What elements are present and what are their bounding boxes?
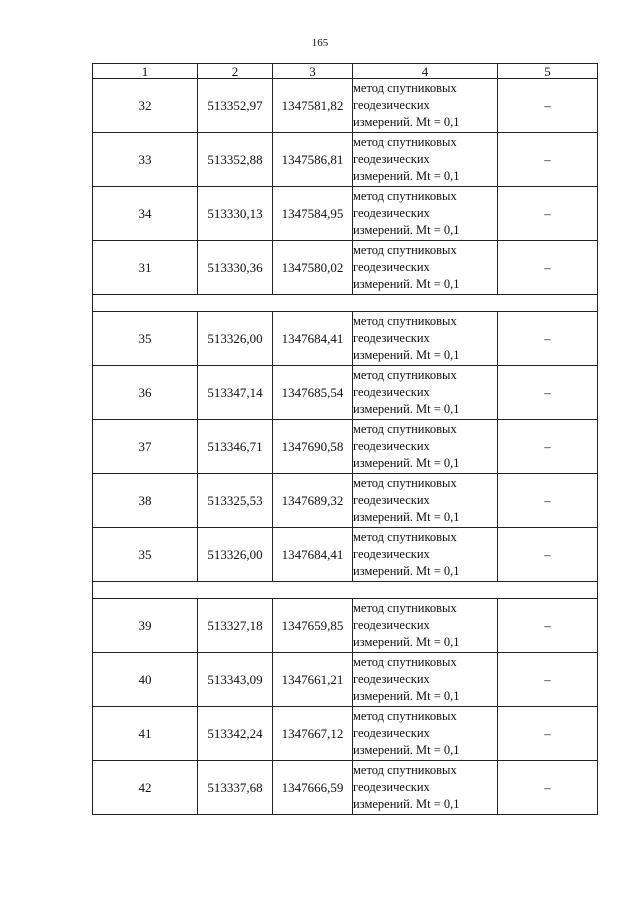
group-separator xyxy=(93,582,598,599)
method-line: измерений. Mt = 0,1 xyxy=(353,223,460,237)
method-cell xyxy=(353,707,498,761)
method-line: геодезических xyxy=(353,439,430,453)
method-line: метод спутниковых xyxy=(353,422,457,436)
group-separator xyxy=(93,295,598,312)
method-line: геодезических xyxy=(353,385,430,399)
method-line: геодезических xyxy=(353,493,430,507)
note-cell: – xyxy=(498,599,598,653)
table-row xyxy=(93,187,598,241)
method-line: метод спутниковых xyxy=(353,763,457,777)
method-line: геодезических xyxy=(353,206,430,220)
y-coordinate-cell: 1347666,59 xyxy=(273,761,353,815)
point-number-cell: 32 xyxy=(93,79,198,133)
column-header-3: 3 xyxy=(273,64,353,79)
method-line: метод спутниковых xyxy=(353,81,457,95)
x-coordinate-cell: 513346,71 xyxy=(198,420,273,474)
y-coordinate-cell: 1347580,02 xyxy=(273,241,353,295)
x-coordinate-cell: 513330,36 xyxy=(198,241,273,295)
y-coordinate-cell: 1347586,81 xyxy=(273,133,353,187)
table-row xyxy=(93,133,598,187)
method-line: метод спутниковых xyxy=(353,189,457,203)
x-coordinate-cell: 513352,97 xyxy=(198,79,273,133)
table-row xyxy=(93,366,598,420)
table-header-row xyxy=(93,64,598,79)
method-line: метод спутниковых xyxy=(353,243,457,257)
column-header-4: 4 xyxy=(353,64,498,79)
method-cell xyxy=(353,133,498,187)
method-line: измерений. Mt = 0,1 xyxy=(353,689,460,703)
page-number: 165 xyxy=(311,37,329,49)
method-cell xyxy=(353,241,498,295)
method-line: измерений. Mt = 0,1 xyxy=(353,402,460,416)
point-number-cell: 35 xyxy=(93,528,198,582)
method-line: геодезических xyxy=(353,152,430,166)
method-line: геодезических xyxy=(353,260,430,274)
x-coordinate-cell: 513326,00 xyxy=(198,528,273,582)
note-cell: – xyxy=(498,312,598,366)
point-number-cell: 40 xyxy=(93,653,198,707)
point-number-cell: 39 xyxy=(93,599,198,653)
note-cell: – xyxy=(498,653,598,707)
method-cell xyxy=(353,187,498,241)
method-line: геодезических xyxy=(353,726,430,740)
note-cell: – xyxy=(498,241,598,295)
note-cell: – xyxy=(498,707,598,761)
x-coordinate-cell: 513330,13 xyxy=(198,187,273,241)
method-line: измерений. Mt = 0,1 xyxy=(353,115,460,129)
column-header-1: 1 xyxy=(93,64,198,79)
table-row xyxy=(93,241,598,295)
method-line: геодезических xyxy=(353,780,430,794)
note-cell: – xyxy=(498,187,598,241)
note-cell: – xyxy=(498,79,598,133)
point-number-cell: 35 xyxy=(93,312,198,366)
column-header-5: 5 xyxy=(498,64,598,79)
method-line: измерений. Mt = 0,1 xyxy=(353,635,460,649)
method-cell xyxy=(353,528,498,582)
method-cell xyxy=(353,761,498,815)
method-line: метод спутниковых xyxy=(353,709,457,723)
method-line: измерений. Mt = 0,1 xyxy=(353,456,460,470)
method-cell xyxy=(353,79,498,133)
table-row xyxy=(93,653,598,707)
x-coordinate-cell: 513352,88 xyxy=(198,133,273,187)
coordinates-table xyxy=(92,63,598,815)
method-line: геодезических xyxy=(353,672,430,686)
point-number-cell: 38 xyxy=(93,474,198,528)
table-body xyxy=(93,79,598,815)
table-row xyxy=(93,474,598,528)
note-cell: – xyxy=(498,420,598,474)
table-row xyxy=(93,599,598,653)
method-line: метод спутниковых xyxy=(353,314,457,328)
note-cell: – xyxy=(498,366,598,420)
method-cell xyxy=(353,653,498,707)
point-number-cell: 34 xyxy=(93,187,198,241)
note-cell: – xyxy=(498,528,598,582)
x-coordinate-cell: 513337,68 xyxy=(198,761,273,815)
note-cell: – xyxy=(498,761,598,815)
y-coordinate-cell: 1347684,41 xyxy=(273,528,353,582)
point-number-cell: 31 xyxy=(93,241,198,295)
method-line: измерений. Mt = 0,1 xyxy=(353,348,460,362)
method-line: геодезических xyxy=(353,98,430,112)
table-row xyxy=(93,312,598,366)
point-number-cell: 36 xyxy=(93,366,198,420)
y-coordinate-cell: 1347685,54 xyxy=(273,366,353,420)
method-line: измерений. Mt = 0,1 xyxy=(353,564,460,578)
x-coordinate-cell: 513325,53 xyxy=(198,474,273,528)
table-row xyxy=(93,79,598,133)
y-coordinate-cell: 1347659,85 xyxy=(273,599,353,653)
method-line: геодезических xyxy=(353,331,430,345)
x-coordinate-cell: 513327,18 xyxy=(198,599,273,653)
y-coordinate-cell: 1347661,21 xyxy=(273,653,353,707)
x-coordinate-cell: 513326,00 xyxy=(198,312,273,366)
method-line: измерений. Mt = 0,1 xyxy=(353,797,460,811)
y-coordinate-cell: 1347667,12 xyxy=(273,707,353,761)
method-line: метод спутниковых xyxy=(353,476,457,490)
group-separator-row xyxy=(93,295,598,312)
method-line: метод спутниковых xyxy=(353,655,457,669)
method-line: метод спутниковых xyxy=(353,368,457,382)
method-line: метод спутниковых xyxy=(353,530,457,544)
y-coordinate-cell: 1347684,41 xyxy=(273,312,353,366)
method-line: геодезических xyxy=(353,547,430,561)
method-line: измерений. Mt = 0,1 xyxy=(353,277,460,291)
method-cell xyxy=(353,474,498,528)
method-cell xyxy=(353,599,498,653)
column-header-2: 2 xyxy=(198,64,273,79)
point-number-cell: 37 xyxy=(93,420,198,474)
method-cell xyxy=(353,420,498,474)
group-separator-row xyxy=(93,582,598,599)
x-coordinate-cell: 513347,14 xyxy=(198,366,273,420)
y-coordinate-cell: 1347690,58 xyxy=(273,420,353,474)
method-line: метод спутниковых xyxy=(353,135,457,149)
method-cell xyxy=(353,312,498,366)
method-cell xyxy=(353,366,498,420)
note-cell: – xyxy=(498,474,598,528)
note-cell: – xyxy=(498,133,598,187)
table-row xyxy=(93,528,598,582)
point-number-cell: 42 xyxy=(93,761,198,815)
table-row xyxy=(93,761,598,815)
table-row xyxy=(93,707,598,761)
x-coordinate-cell: 513342,24 xyxy=(198,707,273,761)
point-number-cell: 41 xyxy=(93,707,198,761)
method-line: измерений. Mt = 0,1 xyxy=(353,169,460,183)
method-line: измерений. Mt = 0,1 xyxy=(353,743,460,757)
y-coordinate-cell: 1347581,82 xyxy=(273,79,353,133)
method-line: геодезических xyxy=(353,618,430,632)
method-line: измерений. Mt = 0,1 xyxy=(353,510,460,524)
x-coordinate-cell: 513343,09 xyxy=(198,653,273,707)
method-line: метод спутниковых xyxy=(353,601,457,615)
point-number-cell: 33 xyxy=(93,133,198,187)
table-row xyxy=(93,420,598,474)
y-coordinate-cell: 1347584,95 xyxy=(273,187,353,241)
y-coordinate-cell: 1347689,32 xyxy=(273,474,353,528)
